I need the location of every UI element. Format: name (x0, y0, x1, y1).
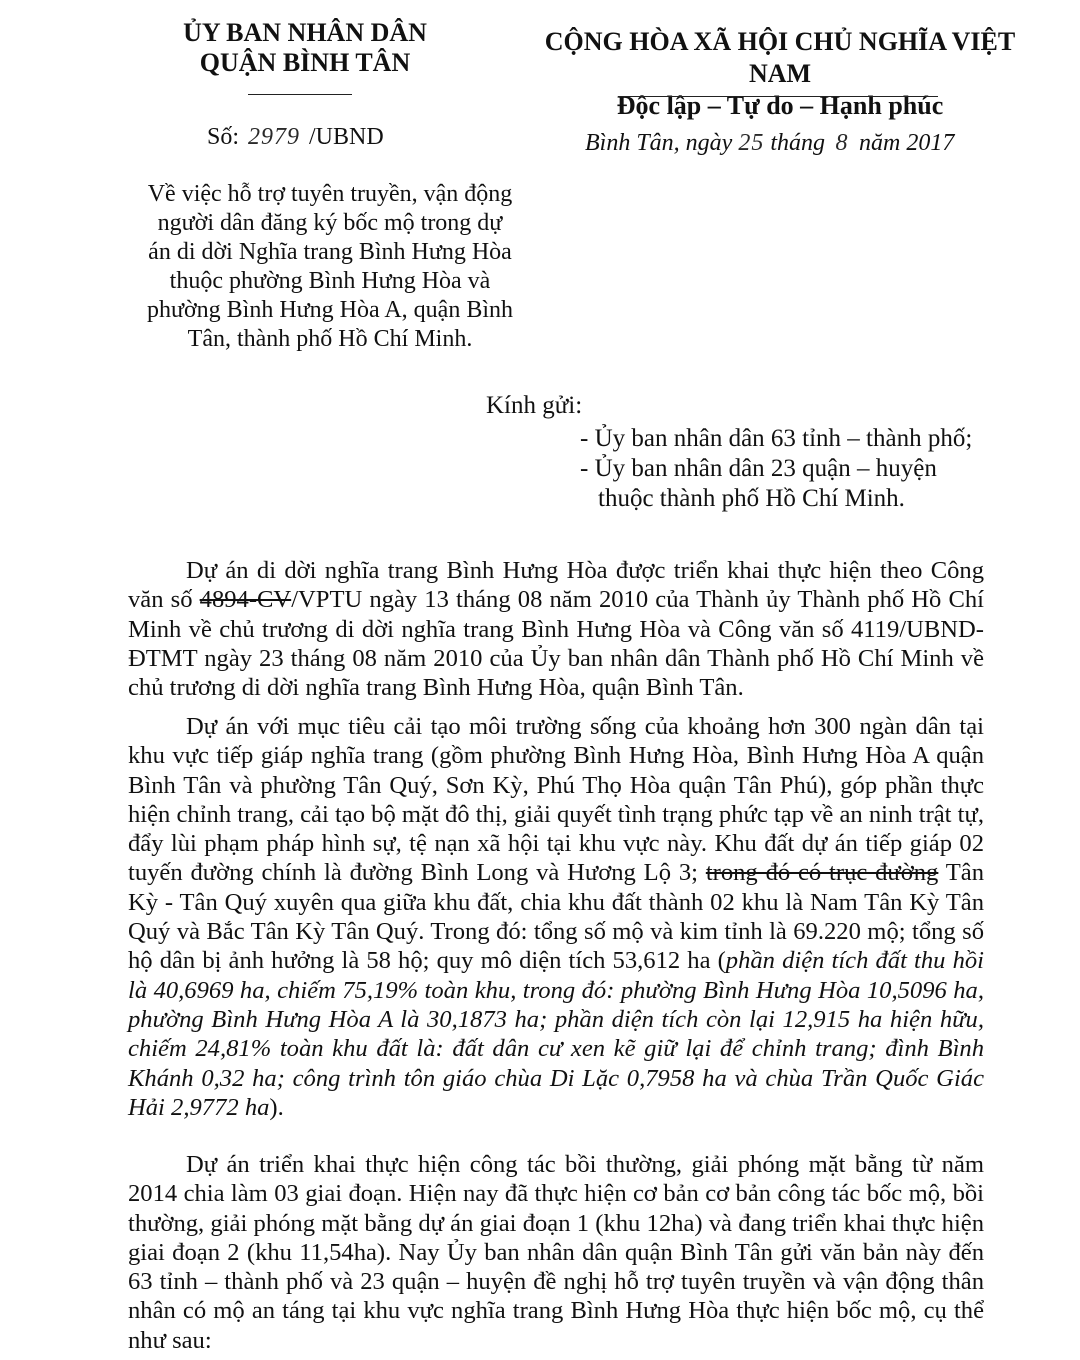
subject-line: thuộc phường Bình Hưng Hòa và (169, 268, 491, 294)
paragraph-2-italic-text: phần diện tích đất thu hồi là 40,6969 ha, chiếm 75,19% toàn khu, trong đó: phường Bình Hưng Hòa 10,5096 ha, phường Bình Hưng Hòa A là 30,1873 ha; phần diện tích còn lại 12,915 ha hiện hữu, chiếm 24,81% toàn khu đất là: đất dân cư xen kẽ giữ lại để chỉnh trang; đình Bình Khánh 0,32 ha; công trình tôn giáo chùa Di Lặc 0,7958 ha và chùa Trần Quốc Giác Hải 2,9772 ha (128, 947, 984, 1121)
paragraph-2-struck-text: trong đó có trục đường (705, 859, 939, 887)
subject-line: người dân đăng ký bốc mộ trong dự (157, 210, 503, 236)
paragraph-2-text-a: Dự án với mục tiêu cải tạo môi trường sống của khoảng hơn 300 ngàn dân tại khu vực tiếp giáp nghĩa trang (gồm phường Bình Hưng Hòa, Bình Hưng Hòa A quận Bình Tân và phường Tân Quý, Sơn Kỳ, Phú Thọ Hòa quận Tân Phú), góp phần thực hiện chỉnh trang, cải tạo bộ mặt đô thị, giải quyết tình trạng phức tạp về an ninh trật tự, đẩy lùi phạm pháp hình sự, tệ nạn xã hội tại khu vực này. Khu đất dự án tiếp giáp 02 tuyến đường chính là đường Bình Long và Hương Lộ 3; (128, 713, 984, 887)
paragraph-1-struck-text: 4894-CV (199, 586, 292, 614)
body-paragraph-3: Dự án triển khai thực hiện công tác bồi thường, giải phóng mặt bằng từ năm 2014 chia làm 03 giai đoạn. Hiện nay đã thực hiện cơ bản cơ bản công tác bốc mộ, bồi thường, giải phóng mặt bằng dự án giai đoạn 1 (khu 12ha) và đang triển khai thực hiện giai đoạn 2 (khu 11,54ha). Nay Ủy ban nhân dân quận Bình Tân gửi văn bản này đến 63 tỉnh – thành phố và 23 quận – huyện đề nghị hỗ trợ tuyên truyền và vận động thân nhân có mộ an táng tại khu vực nghĩa trang Bình Hưng Hòa thực hiện bốc mộ, cụ thể như sau: (128, 1151, 984, 1354)
subject-line: phường Bình Hưng Hòa A, quận Bình (146, 297, 514, 323)
document-number (207, 124, 384, 151)
paragraph-2-text-c: ). (269, 1093, 284, 1121)
paragraph-2-text-b: Tân Kỳ - Tân Quý xuyên qua giữa khu đất, chia khu đất thành 02 khu là Nam Tân Kỳ Tân Quý và Bắc Tân Kỳ Tân Quý. Trong đó: tổng số mộ và kim tỉnh là 69.220 mộ; tổng số hộ dân bị ảnh hưởng là 58 hộ; quy mô diện tích 53,612 ha ( (128, 859, 984, 975)
document-number-prefix: Số: (207, 124, 240, 150)
document-number-suffix: /UBND (309, 124, 384, 150)
date-part-2: tháng (770, 130, 825, 156)
national-motto: Độc lập – Tự do – Hạnh phúc (616, 91, 944, 120)
date-part-3: năm 2017 (859, 130, 955, 156)
national-title: CỘNG HÒA XÃ HỘI CHỦ NGHĨA VIỆT NAM (544, 27, 1016, 88)
date-part-1: Bình Tân, ngày (585, 130, 733, 156)
body-paragraph-2 (128, 712, 984, 1122)
recipient-item-1: - Ủy ban nhân dân 63 tỉnh – thành phố; (580, 425, 973, 452)
recipient-item-2: - Ủy ban nhân dân 23 quận – huyện (580, 455, 937, 482)
recipient-label: Kính gửi: (486, 392, 583, 419)
subject-block (100, 180, 560, 354)
paragraph-1-text-b: /VPTU ngày 13 tháng 08 năm 2010 của Thành ủy Thành phố Hồ Chí Minh về chủ trương di dời nghĩa trang Bình Hưng Hòa và Công văn số 4119/UBND-ĐTMT ngày 23 tháng 08 năm 2010 của Ủy ban nhân dân Thành phố Hồ Chí Minh về chủ trương di dời nghĩa trang Bình Hưng Hòa, quận Bình Tân. (128, 586, 984, 702)
subject-line: Tân, thành phố Hồ Chí Minh. (187, 326, 473, 352)
issuer-line-1: ỦY BAN NHÂN DÂN (183, 18, 427, 47)
issuer-underline (248, 94, 352, 95)
date-line (585, 130, 954, 157)
issuer-line-2: QUẬN BÌNH TÂN (199, 48, 411, 77)
national-title-block (520, 26, 1040, 122)
issuer-block (160, 18, 450, 78)
date-day-handwritten: 25 (738, 130, 765, 156)
subject-line: Về việc hỗ trợ tuyên truyền, vận động (147, 181, 513, 207)
document-number-handwritten: 2979 (248, 124, 301, 150)
recipient-list (580, 424, 972, 514)
body-paragraph-1 (128, 556, 984, 702)
paragraph-1-text-a: Dự án di dời nghĩa trang Bình Hưng Hòa được triển khai thực hiện theo Công văn số (128, 557, 984, 614)
subject-line: án di dời Nghĩa trang Bình Hưng Hòa (148, 239, 512, 265)
date-month-handwritten: 8 (835, 130, 849, 156)
motto-underline (618, 96, 938, 97)
recipient-item-2-continued: thuộc thành phố Hồ Chí Minh. (598, 485, 905, 512)
